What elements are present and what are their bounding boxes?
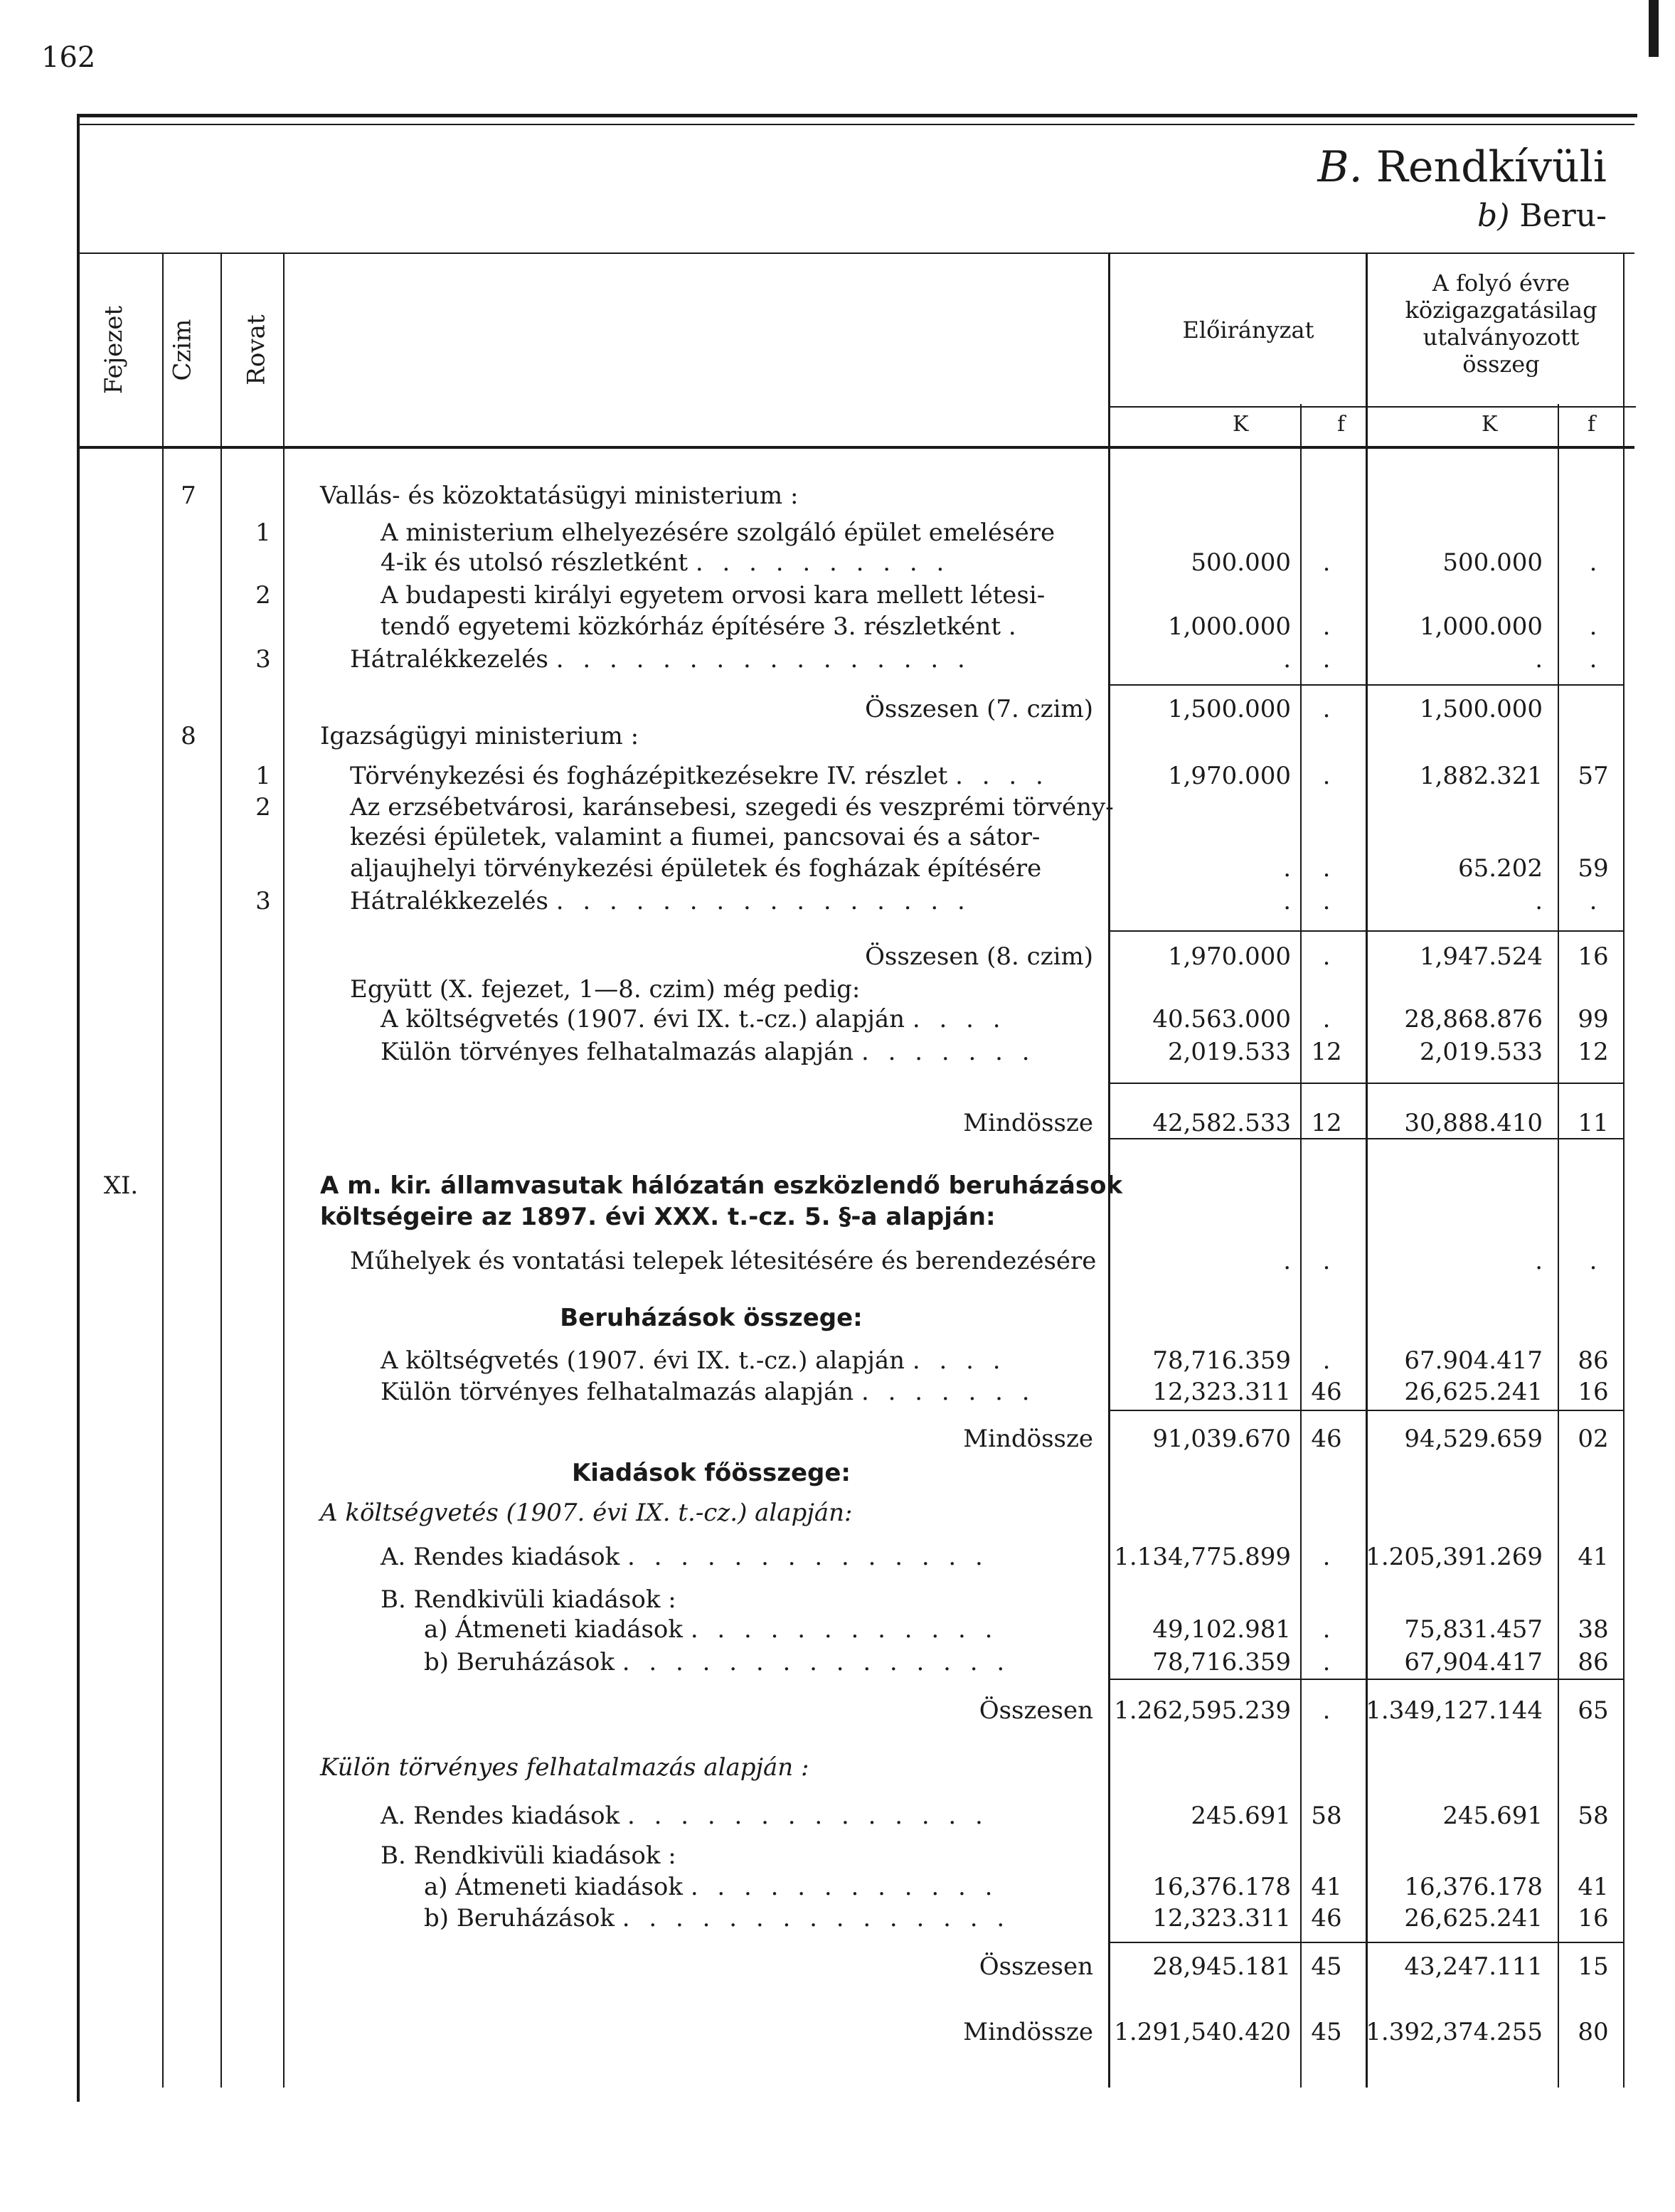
utalv-k: 65.202 [1458,854,1543,883]
utalv-f: 59 [1578,854,1609,883]
desc-cell: Műhelyek és vontatási telepek létesitésére és berendezésére [350,1247,1097,1275]
utalv-k: 1.349,127.144 [1366,1696,1543,1725]
eloir-k: 49,102.981 [1152,1615,1291,1644]
sum-rule-osszesen [1110,1679,1623,1680]
header-utalv-line2: közigazgatásilag [1405,297,1597,324]
utalv-k: . [1535,1247,1543,1275]
leader-dots: . . . . . . . . . . . . . . [627,1802,989,1830]
header-czim [165,254,201,446]
sum-rule-8 [1110,930,1623,932]
eloir-k: 1.262,595.239 [1114,1696,1291,1725]
table-row [0,610,1675,643]
header-fejezet-label: Fejezet [100,305,128,395]
eloir-k: 91,039.670 [1152,1425,1291,1453]
rovat-cell: 2 [255,581,271,610]
utalv-f: 11 [1578,1109,1609,1137]
frame-double-rule [77,124,1634,125]
table-row [0,1613,1675,1646]
eloir-k: 78,716.359 [1152,1648,1291,1676]
desc-cell [381,546,950,579]
eloir-k: 1,500.000 [1167,695,1291,723]
header-f-eloir: f [1337,412,1346,437]
utalv-k: 26,625.241 [1404,1904,1543,1932]
table-row [0,1871,1675,1903]
desc-cell: kezési épületek, valamint a fiumei, pancsovai és a sátor- [350,823,1041,851]
eloir-k: . [1283,887,1291,915]
header-utalv-line3: utalványozott [1423,324,1580,351]
utalv-f: 16 [1578,1378,1609,1406]
utalv-f: 86 [1578,1648,1609,1676]
fejezet-cell: XI. [103,1171,139,1200]
eloir-k: . [1283,645,1291,674]
table-row [0,821,1675,854]
header-k-utalv: K [1482,412,1498,437]
total-label: Összesen [979,1952,1093,1981]
utalv-k: 1,000.000 [1419,612,1543,641]
header-f-utalv: f [1588,412,1596,437]
utalv-f: . [1589,548,1597,577]
section-word: Rendkívüli [1376,142,1607,192]
eloir-f: . [1322,1648,1331,1676]
eloir-f: . [1322,1346,1331,1375]
eloir-f: . [1322,887,1331,915]
utalv-f: 58 [1578,1802,1609,1830]
eloir-f: 46 [1311,1425,1342,1453]
leader-dots: . . . . . . . . . . . . . . . [622,1648,1011,1676]
rovat-cell: 3 [255,887,271,915]
table-row [0,720,1675,753]
utalv-f: . [1589,645,1597,674]
total-label: Összesen [979,1696,1093,1725]
table-header [77,252,1634,449]
desc-cell: Igazságügyi ministerium : [320,722,639,750]
leader-dots: . . . . . . . . . . . . . . . [622,1904,1011,1932]
eloir-k: 500.000 [1191,548,1291,577]
utalv-k: 67.904.417 [1404,1346,1543,1375]
sum-rule-mindossze [1110,1083,1623,1084]
eloir-f: 12 [1311,1038,1342,1066]
table-row [0,973,1675,1006]
section-title [1318,142,1607,192]
table-row [0,1839,1675,1872]
eloir-f: 46 [1311,1378,1342,1406]
table-row [0,546,1675,579]
utalv-f: 02 [1578,1425,1609,1453]
utalv-k: 1.392,374.255 [1366,2018,1543,2046]
desc-cell: Vallás- és közoktatásügyi ministerium : [320,482,799,510]
desc-text: a) Átmeneti kiadások [424,1615,683,1644]
utalv-f: . [1589,887,1597,915]
table-row [0,1245,1675,1277]
eloir-k: 28,945.181 [1152,1952,1291,1981]
leader-dots: . . . . . . . . . . . . [690,1873,999,1901]
desc-cell [381,1376,1036,1408]
desc-cell: A budapesti királyi egyetem orvosi kara mellett létesi- [381,581,1046,610]
table-row [0,1107,1675,1139]
subsection-word: Beru- [1519,198,1607,234]
utalv-f: 41 [1578,1873,1609,1901]
utalv-k: 26,625.241 [1404,1378,1543,1406]
utalv-f: 57 [1578,762,1609,790]
desc-cell: A költségvetés (1907. évi IX. t.-cz.) alapján: [320,1499,853,1527]
desc-text: A. Rendes kiadások [381,1543,620,1571]
eloir-f: 46 [1311,1904,1342,1932]
subsection-letter: b) [1477,198,1510,234]
eloir-k: 1,970.000 [1167,942,1291,971]
eloir-f: 58 [1311,1802,1342,1830]
table-row [0,760,1675,792]
czim-cell: 8 [181,722,196,750]
table-row [0,479,1675,512]
leader-dots: . . . . . . . . . . . . . . [627,1543,989,1571]
desc-text: 4-ik és utolsó részletként [381,548,688,577]
rovat-cell: 1 [255,519,271,547]
header-utalv-line1: A folyó évre [1432,270,1570,297]
desc-cell [424,1646,1010,1679]
total-label: Mindössze [963,1109,1093,1137]
table-row [0,516,1675,549]
utalv-k: 16,376.178 [1404,1873,1543,1901]
utalv-k: 1.205,391.269 [1366,1543,1543,1571]
utalv-f: 99 [1578,1005,1609,1033]
utalv-k: 43,247.111 [1404,1952,1543,1981]
utalv-k: 1,882.321 [1419,762,1543,790]
table-row [0,1003,1675,1036]
eloir-f: . [1322,854,1331,883]
utalv-f: 16 [1578,942,1609,971]
eloir-k: 12,323.311 [1152,1378,1291,1406]
section-heading: Beruházások összege: [560,1304,863,1332]
utalv-f: . [1589,1247,1597,1275]
eloir-k: 245.691 [1191,1802,1291,1830]
eloir-k: 1,000.000 [1167,612,1291,641]
table-row [0,1751,1675,1784]
utalv-f: 15 [1578,1952,1609,1981]
header-utalvanyozott [1368,270,1634,378]
desc-cell: B. Rendkivüli kiadások : [381,1841,676,1870]
eloir-f: . [1322,695,1331,723]
leader-dots: . [1008,612,1022,641]
table-row [0,852,1675,885]
desc-cell: Együtt (X. fejezet, 1—8. czim) még pedig: [350,975,861,1004]
table-row [0,1036,1675,1068]
table-row [0,1646,1675,1679]
utalv-k: 1,947.524 [1419,942,1543,971]
header-utalv-line4: összeg [1462,351,1540,378]
utalv-k: 75,831.457 [1404,1615,1543,1644]
eloir-k: . [1283,854,1291,883]
eloir-f: . [1322,942,1331,971]
desc-cell [381,610,1022,643]
desc-cell: A m. kir. államvasutak hálózatán eszközlendő beruházások [320,1171,1123,1200]
eloir-f: . [1322,1247,1331,1275]
desc-cell [381,1036,1036,1068]
header-k-eloir: K [1233,412,1249,437]
table-row [0,579,1675,612]
desc-cell: aljaujhelyi törvénykezési épületek és fogházak építésére [350,854,1042,883]
desc-cell [424,1613,998,1646]
desc-text: Hátralékkezelés [350,887,548,915]
eloir-k: . [1283,1247,1291,1275]
desc-cell: költségeire az 1897. évi XXX. t.-cz. 5. §-a alapján: [320,1203,996,1231]
table-row [0,1799,1675,1832]
table-row [0,1950,1675,1983]
leader-dots: . . . . . . . . . . . . [690,1615,999,1644]
leader-dots: . . . . [912,1005,1006,1033]
utalv-f: 65 [1578,1696,1609,1725]
desc-cell [424,1871,998,1903]
utalv-k: . [1535,887,1543,915]
table-row [0,1694,1675,1727]
header-rovat-label: Rovat [243,314,271,385]
desc-text: a) Átmeneti kiadások [424,1873,683,1901]
desc-text: A. Rendes kiadások [381,1802,620,1830]
header-czim-label: Czim [169,319,198,381]
table-row [0,2016,1675,2048]
utalv-k: 1,500.000 [1419,695,1543,723]
table-row [0,1902,1675,1935]
table-row [0,1583,1675,1616]
table-row [0,1169,1675,1202]
leader-dots: . . . . . . . . . . . . . . . . [555,887,971,915]
utalv-f: 16 [1578,1904,1609,1932]
eloir-k: 1.291,540.420 [1114,2018,1291,2046]
table-row [0,1302,1675,1334]
czim-cell: 7 [181,482,196,510]
leader-dots: . . . . . . . [861,1378,1036,1406]
eloir-k: 12,323.311 [1152,1904,1291,1932]
desc-cell: Külön törvényes felhatalmazás alapján : [320,1753,809,1782]
eloir-f: . [1322,548,1331,577]
desc-cell [381,1541,989,1573]
desc-text: A költségvetés (1907. évi IX. t.-cz.) alapján [381,1346,905,1375]
table-row [0,643,1675,676]
eloir-f: . [1322,1696,1331,1725]
eloir-f: . [1322,762,1331,790]
eloir-k: 42,582.533 [1152,1109,1291,1137]
utalv-f: 86 [1578,1346,1609,1375]
eloir-f: 12 [1311,1109,1342,1137]
desc-cell [381,1344,1006,1377]
sum-rule-osszesen2 [1110,1942,1623,1943]
section-letter: B. [1317,142,1363,192]
total-label: Mindössze [963,1425,1093,1453]
sum-rule-7 [1110,684,1623,686]
eloir-f: 45 [1311,1952,1342,1981]
eloir-k: 40.563.000 [1152,1005,1291,1033]
table-row [0,1201,1675,1233]
leader-dots: . . . . . . . [861,1038,1036,1066]
eloir-f: . [1322,645,1331,674]
utalv-f: 12 [1578,1038,1609,1066]
utalv-k: 245.691 [1442,1802,1543,1830]
utalv-f: 41 [1578,1543,1609,1571]
header-fejezet [92,254,135,446]
desc-cell: B. Rendkivüli kiadások : [381,1585,676,1614]
sum-rule-beruh [1110,1410,1623,1411]
desc-text: Külön törvényes felhatalmazás alapján [381,1378,854,1406]
desc-text: A költségvetés (1907. évi IX. t.-cz.) alapján [381,1005,905,1033]
desc-cell [424,1902,1010,1935]
utalv-k: 30,888.410 [1404,1109,1543,1137]
desc-text: Hátralékkezelés [350,645,548,674]
leader-dots: . . . . . . . . . . . . . . . . [555,645,971,674]
desc-text: Külön törvényes felhatalmazás alapján [381,1038,854,1066]
table-row [0,1344,1675,1377]
leader-dots: . . . . . . . . . . [695,548,950,577]
eloir-k: 2,019.533 [1167,1038,1291,1066]
utalv-k: 67,904.417 [1404,1648,1543,1676]
leader-dots: . . . . [955,762,1049,790]
section-subtitle [1477,198,1607,234]
utalv-k: . [1535,645,1543,674]
utalv-k: 94,529.659 [1404,1425,1543,1453]
eloir-f: 45 [1311,2018,1342,2046]
leader-dots: . . . . [912,1346,1006,1375]
desc-cell [350,760,1049,792]
total-label: Mindössze [963,2018,1093,2046]
header-kf-rule [1110,406,1636,408]
rovat-cell: 1 [255,762,271,790]
desc-cell: A ministerium elhelyezésére szolgáló épület emelésére [381,519,1055,547]
eloir-k: 16,376.178 [1152,1873,1291,1901]
eloir-k: 1,970.000 [1167,762,1291,790]
desc-cell [350,885,971,918]
utalv-k: 2,019.533 [1419,1038,1543,1066]
section-heading: Kiadások főösszege: [571,1459,851,1487]
desc-cell: Az erzsébetvárosi, karánsebesi, szegedi és veszprémi törvény- [350,793,1114,821]
desc-text: Törvénykezési és fogházépitkezésekre IV. részlet [350,762,948,790]
total-label: Összesen (7. czim) [865,695,1093,723]
corner-mark [1649,0,1659,57]
table-row [0,940,1675,973]
rovat-cell: 2 [255,793,271,821]
desc-text: b) Beruházások [424,1904,615,1932]
table-row [0,791,1675,824]
table-row [0,885,1675,918]
eloir-f: . [1322,1615,1331,1644]
table-row [0,1457,1675,1489]
rovat-cell: 3 [255,645,271,674]
header-eloiranyzat: Előirányzat [1182,317,1314,344]
eloir-k: 78,716.359 [1152,1346,1291,1375]
utalv-f: 80 [1578,2018,1609,2046]
utalv-f: . [1589,612,1597,641]
desc-cell [381,1003,1006,1036]
table-row [0,1423,1675,1455]
table-row [0,1496,1675,1529]
eloir-f: . [1322,1005,1331,1033]
utalv-f: 38 [1578,1615,1609,1644]
desc-cell [350,643,971,676]
utalv-k: 28,868.876 [1404,1005,1543,1033]
eloir-f: . [1322,612,1331,641]
desc-text: tendő egyetemi közkórház építésére 3. részletként [381,612,1001,641]
eloir-k: 1.134,775.899 [1114,1543,1291,1571]
table-row [0,1541,1675,1573]
desc-cell [381,1799,989,1832]
eloir-f: . [1322,1543,1331,1571]
desc-text: b) Beruházások [424,1648,615,1676]
total-label: Összesen (8. czim) [865,942,1093,971]
page-number: 162 [41,41,96,74]
utalv-k: 500.000 [1442,548,1543,577]
table-row [0,1376,1675,1408]
header-rovat [239,254,275,446]
eloir-f: 41 [1311,1873,1342,1901]
